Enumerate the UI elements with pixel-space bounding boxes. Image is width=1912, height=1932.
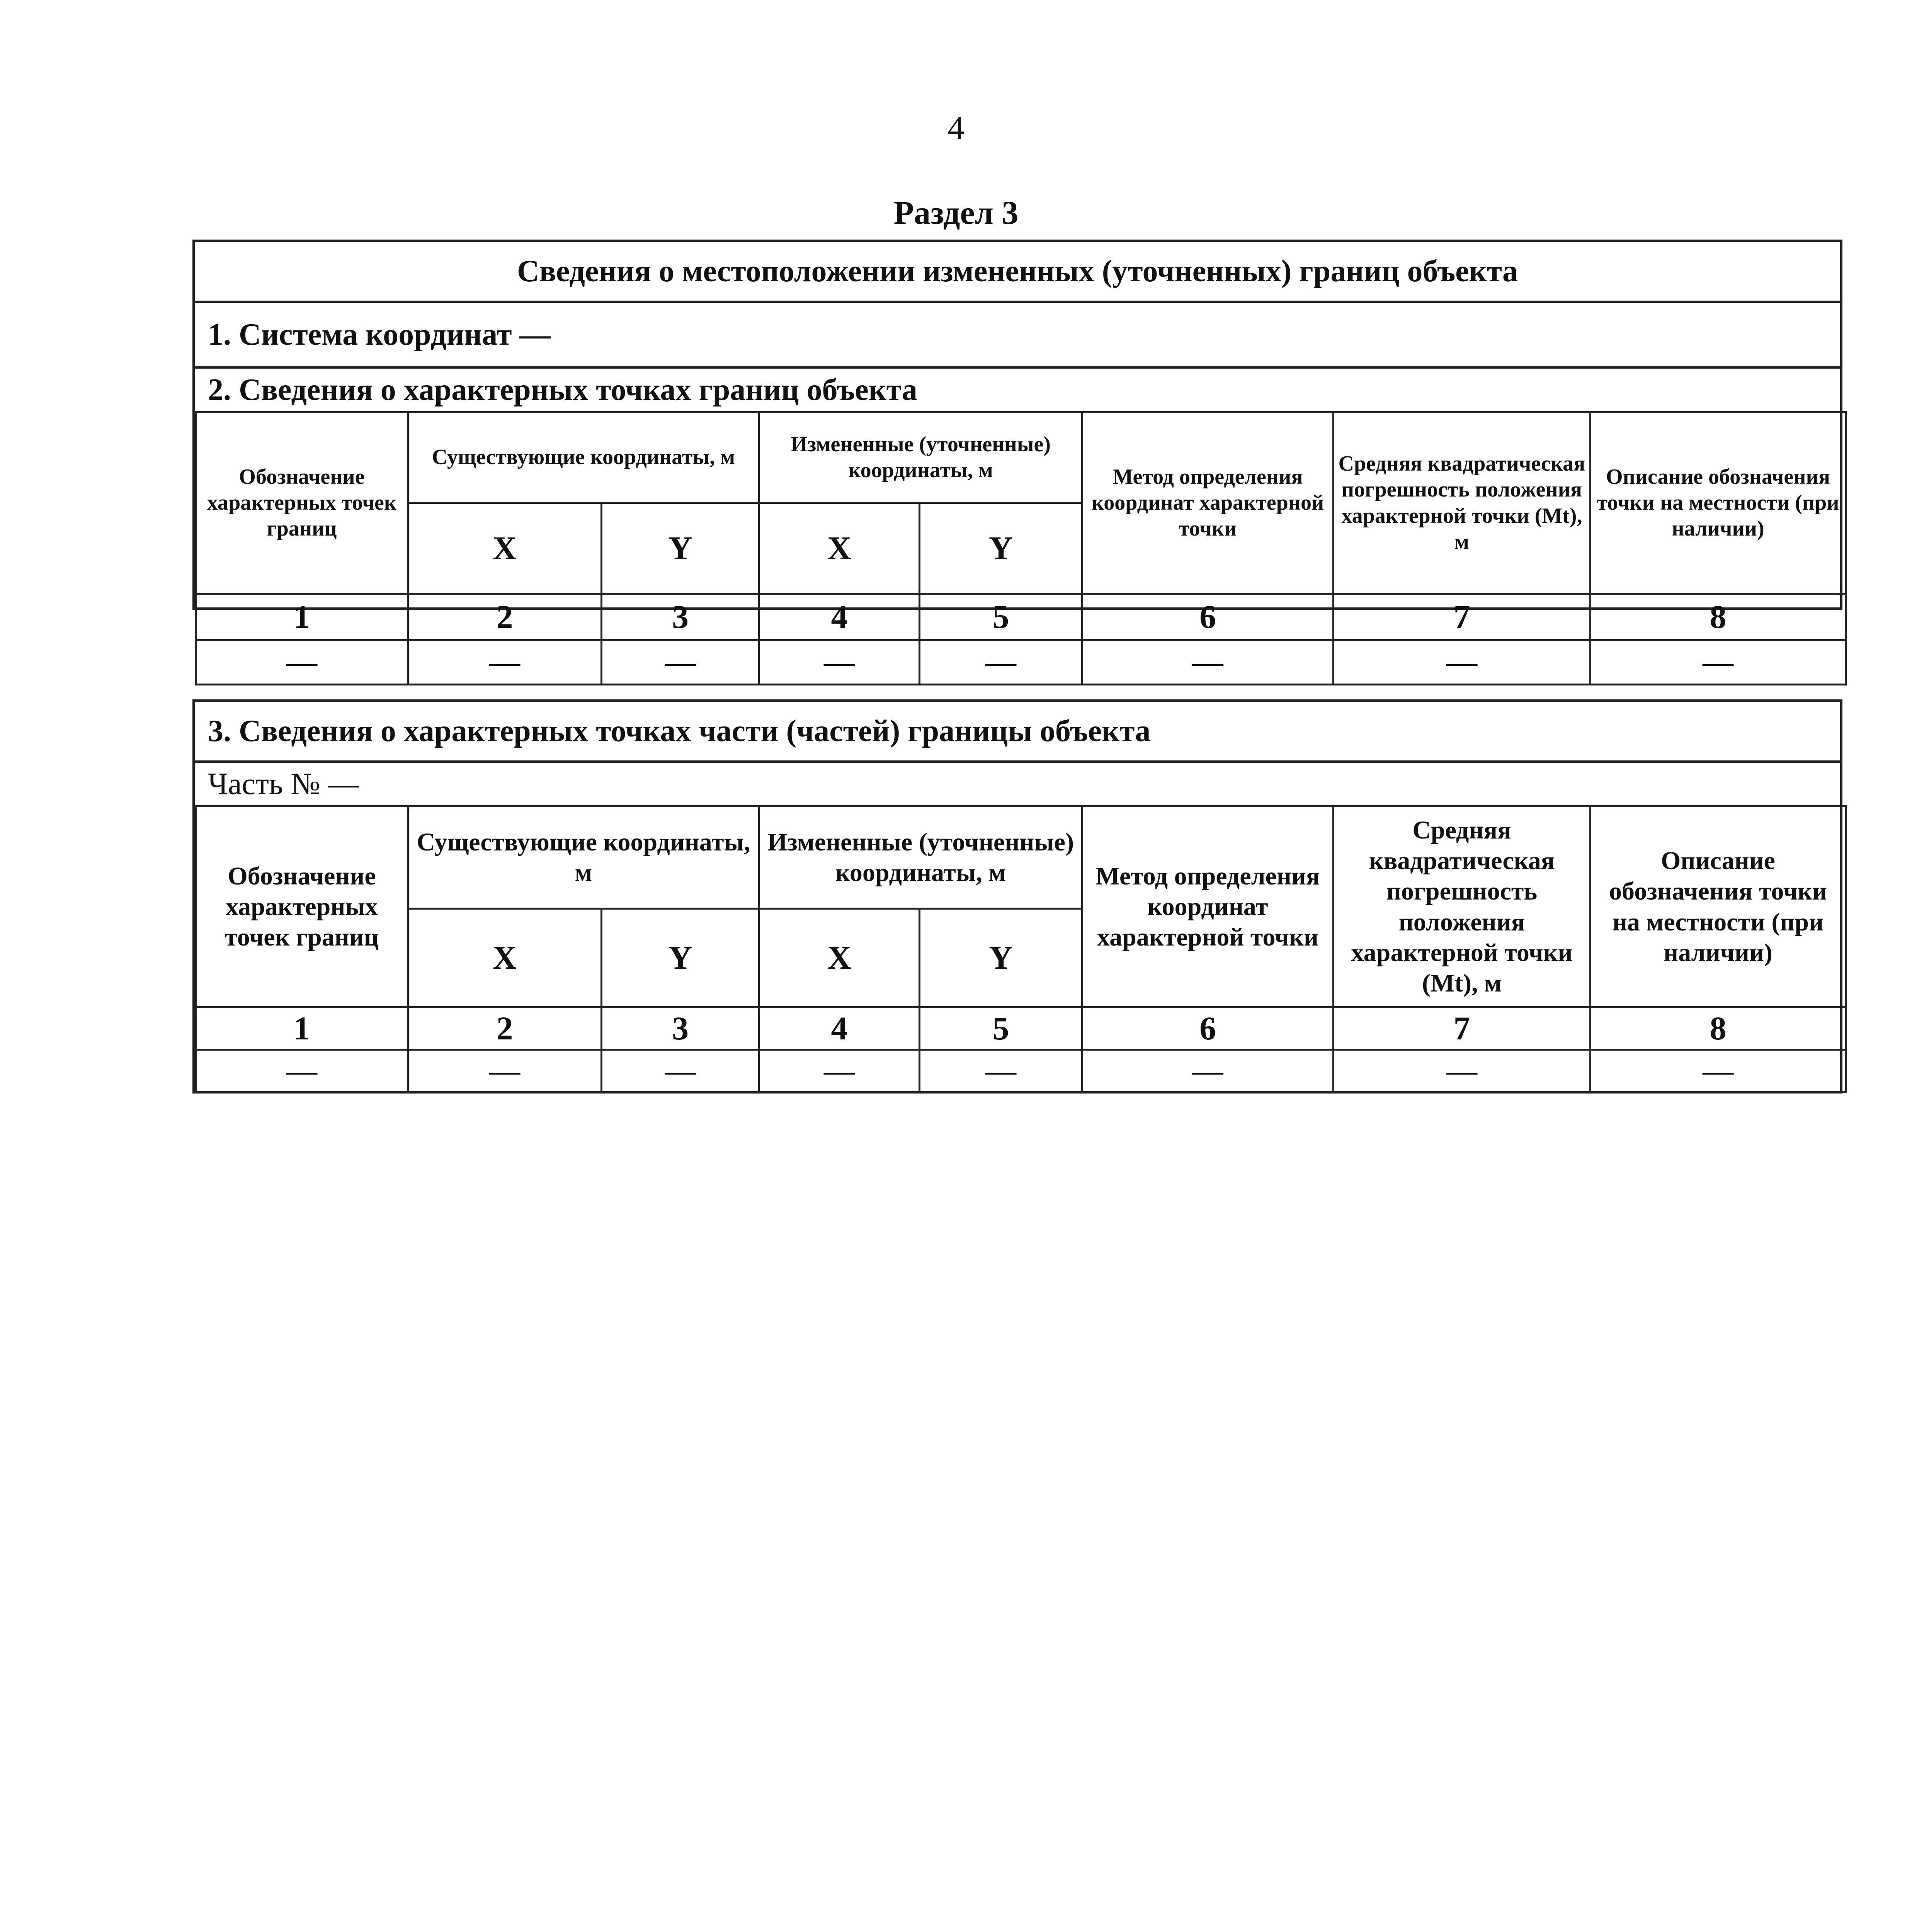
table-row [196, 1050, 1846, 1092]
column-number: 2 [408, 1007, 602, 1050]
table-cell: — [1334, 640, 1590, 685]
block-title: Сведения о местоположении измененных (уточненных) границ объекта [195, 242, 1840, 303]
coordinate-system-line: 1. Система координат — [195, 303, 1840, 369]
header-y-existing: Y [602, 909, 759, 1007]
header-method: Метод определения координат характерной точки [1082, 806, 1334, 1007]
part-points-block [192, 699, 1842, 1094]
table-cell: — [1590, 640, 1846, 685]
header-designation: Обозначение характерных точек границ [196, 412, 408, 594]
boundary-info-block [192, 240, 1842, 679]
column-number: 3 [602, 1007, 759, 1050]
column-number: 4 [759, 1007, 920, 1050]
header-description: Описание обозначения точки на местности (при наличии) [1590, 806, 1846, 1007]
column-number: 2 [408, 594, 602, 640]
header-mean-error: Средняя квадратическая погрешность положения характерной точки (Mt), м [1334, 412, 1590, 594]
part-points-table [195, 805, 1847, 1093]
column-number: 8 [1590, 1007, 1846, 1050]
header-x-changed: X [759, 909, 920, 1007]
points-title: 2. Сведения о характерных точках границ объекта [208, 372, 918, 407]
table-cell: — [759, 1050, 920, 1092]
table-cell: — [196, 1050, 408, 1092]
header-y-changed: Y [920, 909, 1082, 1007]
table-cell: — [759, 640, 920, 685]
part-number-line: Часть № — [208, 767, 359, 801]
header-changed-coordinates: Измененные (уточненные) координаты, м [759, 412, 1082, 503]
table-cell: — [920, 640, 1082, 685]
table-row [196, 640, 1846, 685]
column-number: 1 [196, 594, 408, 640]
header-x-existing: X [408, 503, 602, 594]
table-cell: — [1334, 1050, 1590, 1092]
table-cell: — [196, 640, 408, 685]
table-cell: — [1082, 1050, 1334, 1092]
header-designation: Обозначение характерных точек границ [196, 806, 408, 1007]
column-number: 7 [1334, 1007, 1590, 1050]
column-number-row [196, 1007, 1846, 1050]
column-number: 8 [1590, 594, 1846, 640]
table-cell: — [408, 1050, 602, 1092]
column-number: 1 [196, 1007, 408, 1050]
header-changed-coordinates: Измененные (уточненные) координаты, м [759, 806, 1082, 909]
header-mean-error: Средняя квадратическая погрешность положения характерной точки (Mt), м [1334, 806, 1590, 1007]
part-points-title: 3. Сведения о характерных точках части (частей) границы объекта [195, 702, 1840, 763]
header-existing-coordinates: Существующие координаты, м [408, 412, 759, 503]
table-cell: — [602, 1050, 759, 1092]
column-number: 3 [602, 594, 759, 640]
header-x-changed: X [759, 503, 920, 594]
column-number: 7 [1334, 594, 1590, 640]
section-title: Раздел 3 [893, 194, 1019, 231]
points-table [195, 411, 1847, 685]
table-cell: — [408, 640, 602, 685]
header-y-changed: Y [920, 503, 1082, 594]
header-method: Метод определения координат характерной точки [1082, 412, 1334, 594]
page-number: 4 [947, 109, 965, 146]
table-cell: — [1590, 1050, 1846, 1092]
column-number: 6 [1082, 594, 1334, 640]
column-number: 5 [920, 1007, 1082, 1050]
table-cell: — [602, 640, 759, 685]
header-existing-coordinates: Существующие координаты, м [408, 806, 759, 909]
column-number: 4 [759, 594, 920, 640]
table-cell: — [920, 1050, 1082, 1092]
column-number: 5 [920, 594, 1082, 640]
header-y-existing: Y [602, 503, 759, 594]
header-x-existing: X [408, 909, 602, 1007]
table-cell: — [1082, 640, 1334, 685]
column-number-row [196, 594, 1846, 640]
column-number: 6 [1082, 1007, 1334, 1050]
header-description: Описание обозначения точки на местности (при наличии) [1590, 412, 1846, 594]
